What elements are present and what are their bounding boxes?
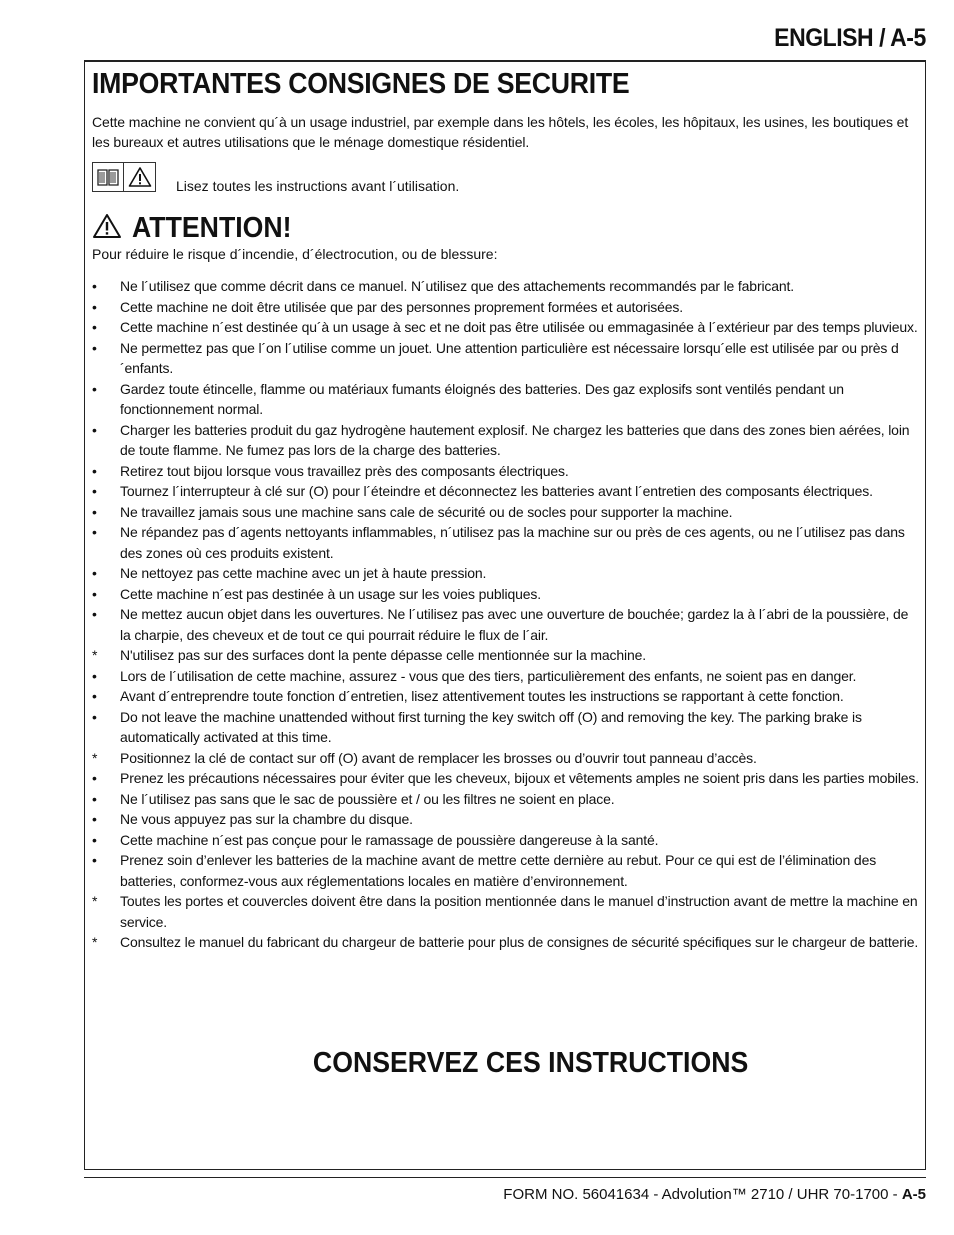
list-item <box>92 584 922 605</box>
footer <box>503 1186 926 1203</box>
list-item-text: Ne nettoyez pas cette machine avec un jet à haute pression. <box>120 565 487 581</box>
list-item <box>92 420 922 461</box>
warning-triangle-icon <box>92 213 122 244</box>
list-item-text: Retirez tout bijou lorsque vous travaillez près des composants électriques. <box>120 462 569 479</box>
bullet-mark: * <box>92 934 98 950</box>
list-item-text: Toutes les portes et couvercles doivent être dans la position mentionnée dans le manuel d’instruction avant de mettre la machine en service. <box>120 893 918 930</box>
bullet-mark: • <box>92 503 97 520</box>
bullet-mark: • <box>92 380 97 397</box>
list-item <box>92 789 922 810</box>
attention-subtitle: Pour réduire le risque d´incendie, d´électrocution, ou de blessure: <box>92 246 498 262</box>
list-item <box>92 522 922 563</box>
list-item <box>92 338 922 379</box>
list-item <box>92 502 922 523</box>
bullet-mark: • <box>92 852 97 868</box>
bullet-mark: • <box>92 790 97 807</box>
bullet-mark: • <box>92 278 97 294</box>
list-item <box>92 932 922 953</box>
closing-text: CONSERVEZ CES INSTRUCTIONS <box>313 1047 749 1079</box>
list-item <box>92 768 922 789</box>
list-item <box>92 645 922 666</box>
bullet-mark: • <box>92 421 97 438</box>
list-item-text: Tournez l´interrupteur à clé sur (O) pour l´éteindre et déconnectez les batteries avant l´entretien des composants électriques. <box>120 483 873 499</box>
list-item-text: Prenez les précautions nécessaires pour éviter que les cheveux, bijoux et vêtements amples ne soient pris dans les parties mobiles. <box>120 770 920 786</box>
bullet-mark: • <box>92 298 97 315</box>
bullet-mark: • <box>92 708 97 725</box>
bullet-mark: • <box>92 585 97 602</box>
bullet-mark: * <box>92 749 98 766</box>
list-item-text: Cette machine n´est destinée qu´à un usage à sec et ne doit pas être utilisée ou emmagasinée à l´extérieur par des temps pluvieux. <box>120 319 918 335</box>
list-item <box>92 891 922 932</box>
safety-list <box>92 276 922 953</box>
list-item-text: Positionnez la clé de contact sur off (O) avant de remplacer les brosses ou d’ouvrir tout panneau d’accès. <box>120 749 757 766</box>
list-item-text: N'utilisez pas sur des surfaces dont la pente dépasse celle mentionnée sur la machine. <box>120 647 646 663</box>
list-item <box>92 748 922 769</box>
bullet-mark: • <box>92 339 97 356</box>
bullet-mark: • <box>92 483 97 499</box>
footer-page-number: A-5 <box>901 1186 926 1203</box>
list-item <box>92 481 922 502</box>
list-item-text: Lors de l´utilisation de cette machine, assurez - vous que des tiers, particulièrement des enfants, ne soient pas en danger. <box>120 667 857 684</box>
list-item <box>92 604 922 645</box>
list-item-text: Consultez le manuel du fabricant du chargeur de batterie pour plus de consignes de sécurité spécifiques sur le chargeur de batterie. <box>120 934 919 950</box>
list-item <box>92 850 922 891</box>
bullet-mark: • <box>92 319 97 335</box>
bullet-mark: * <box>92 893 98 909</box>
bullet-mark: • <box>92 667 97 684</box>
list-item <box>92 666 922 687</box>
bullet-mark: • <box>92 811 97 827</box>
list-item <box>92 297 922 318</box>
instruction-icons <box>92 162 156 192</box>
warning-triangle-icon <box>124 162 156 192</box>
list-item-text: Ne travaillez jamais sous une machine sans cale de sécurité ou de socles pour supporter la machine. <box>120 503 733 520</box>
list-item <box>92 686 922 707</box>
bullet-mark: • <box>92 606 97 622</box>
bullet-mark: • <box>92 565 97 581</box>
list-item-text: Prenez soin d’enlever les batteries de la machine avant de mettre cette dernière au rebut. Pour ce qui est de l’élimination des batteries, conformez-vous aux réglementations locales en matière d’environnement. <box>120 852 877 889</box>
list-item-text: Cette machine ne doit être utilisée que par des personnes proprement formées et autorisées. <box>120 298 684 315</box>
list-item <box>92 830 922 851</box>
footer-form-text: FORM NO. 56041634 - Advolution™ 2710 / UHR 70-1700 - <box>503 1186 902 1203</box>
list-item-text: Cette machine n´est pas conçue pour le ramassage de poussière dangereuse à la santé. <box>120 831 659 848</box>
bullet-mark: • <box>92 688 97 704</box>
attention-title: ATTENTION! <box>132 212 292 244</box>
list-item-text: Ne répandez pas d´agents nettoyants inflammables, n´utilisez pas la machine sur ou près de ces agents, ou ne l´utilisez pas dans des zones où ces produits existent. <box>120 524 905 561</box>
bullet-mark: • <box>92 831 97 848</box>
bullet-mark: • <box>92 462 97 479</box>
list-item <box>92 809 922 830</box>
list-item <box>92 276 922 297</box>
list-item <box>92 317 922 338</box>
list-item <box>92 707 922 748</box>
bullet-mark: • <box>92 770 97 786</box>
read-instructions-text: Lisez toutes les instructions avant l´utilisation. <box>176 178 460 194</box>
list-item-text: Ne vous appuyez pas sur la chambre du disque. <box>120 811 413 827</box>
list-item-text: Ne permettez pas que l´on l´utilise comme un jouet. Une attention particulière est nécessaire lorsqu´elle est utilisée par ou près d´enfants. <box>120 339 899 376</box>
closing-heading <box>0 1047 954 1080</box>
list-item-text: Ne l´utilisez pas sans que le sac de poussière et / ou les filtres ne soient en place. <box>120 790 615 807</box>
attention-heading <box>92 212 305 245</box>
list-item <box>92 461 922 482</box>
bullet-mark: * <box>92 647 98 663</box>
list-item-text: Avant d´entreprendre toute fonction d´entretien, lisez attentivement toutes les instructions se rapportant à cette fonction. <box>120 688 844 704</box>
list-item-text: Cette machine n´est pas destinée à un usage sur les voies publiques. <box>120 585 541 602</box>
bullet-mark: • <box>92 524 97 540</box>
list-item-text: Gardez toute étincelle, flamme ou matériaux fumants éloignés des batteries. Des gaz explosifs sont ventilés pendant un fonctionnement normal. <box>120 380 844 417</box>
list-item-text: Charger les batteries produit du gaz hydrogène hautement explosif. Ne chargez les batteries que dans des zones bien aérées, loin de toute flamme. Ne fumez pas lors de la charge des batteries. <box>120 421 910 458</box>
footer-divider <box>84 1177 926 1178</box>
list-item <box>92 563 922 584</box>
book-icon <box>92 162 124 192</box>
intro-paragraph: Cette machine ne convient qu´à un usage industriel, par exemple dans les hôtels, les écoles, les hôpitaux, les usines, les boutiques et les bureaux et autres utilisations que le ménage domestique résidentiel. <box>92 114 909 150</box>
page-title: IMPORTANTES CONSIGNES DE SECURITE <box>92 68 630 100</box>
list-item-text: Ne mettez aucun objet dans les ouvertures. Ne l´utilisez pas avec une ouverture de bouchée; gardez la à l´abri de la poussière, de la charpie, des cheveux et de tout ce qui pourrait réduire le flux de l´air. <box>120 606 909 643</box>
list-item-text: Do not leave the machine unattended without first turning the key switch off (O) and removing the key. The parking brake is automatically activated at this time. <box>120 708 862 745</box>
page-header: ENGLISH / A-5 <box>774 24 926 52</box>
list-item-text: Ne l´utilisez que comme décrit dans ce manuel. N´utilisez que des attachements recommandés par le fabricant. <box>120 278 795 294</box>
list-item <box>92 379 922 420</box>
